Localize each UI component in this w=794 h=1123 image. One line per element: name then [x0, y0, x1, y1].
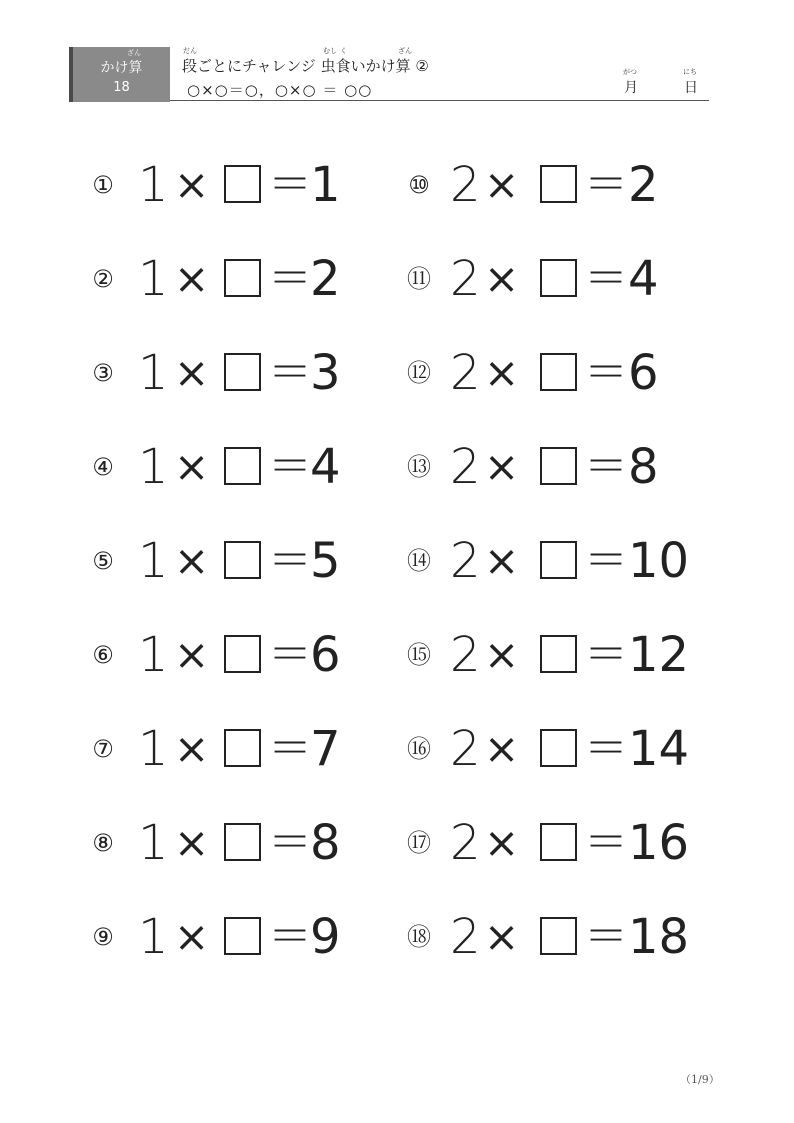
- problem-number: ④: [92, 453, 114, 481]
- multiplicand: 1: [138, 157, 169, 213]
- times-sign: ×: [174, 536, 210, 585]
- multiplicand: 1: [138, 627, 169, 683]
- product-value: 2: [628, 157, 659, 213]
- answer-box[interactable]: [224, 917, 261, 955]
- title-ruby: ざん: [398, 47, 412, 55]
- times-sign: ×: [174, 254, 210, 303]
- multiplicand: 1: [138, 439, 169, 495]
- equals-sign: ＝: [268, 723, 312, 774]
- month-field: [623, 68, 638, 98]
- answer-box[interactable]: [224, 823, 261, 861]
- times-sign: ×: [174, 630, 210, 679]
- answer-box[interactable]: [224, 259, 261, 297]
- multiplicand: 1: [138, 909, 169, 965]
- product-value: 14: [628, 721, 690, 777]
- multiplicand: 2: [450, 439, 481, 495]
- product-value: 4: [628, 251, 659, 307]
- answer-box[interactable]: [224, 165, 261, 203]
- product-value: 3: [310, 345, 341, 401]
- problem-item: [404, 719, 704, 779]
- times-sign: ×: [484, 818, 520, 867]
- problem-item: [404, 343, 704, 403]
- problem-item: [404, 437, 704, 497]
- title-ruby: むし: [323, 47, 337, 55]
- problem-item: [404, 531, 704, 591]
- product-value: 2: [310, 251, 341, 307]
- answer-box[interactable]: [540, 541, 577, 579]
- multiplicand: 2: [450, 815, 481, 871]
- multiplicand: 1: [138, 533, 169, 589]
- equals-sign: ＝: [268, 535, 312, 586]
- answer-box[interactable]: [224, 447, 261, 485]
- equals-sign: ＝: [584, 347, 628, 398]
- product-value: 16: [628, 815, 690, 871]
- product-value: 8: [310, 815, 341, 871]
- problem-item: [88, 719, 388, 779]
- multiplicand: 2: [450, 345, 481, 401]
- times-sign: ×: [174, 348, 210, 397]
- answer-box[interactable]: [540, 259, 577, 297]
- problem-item: [88, 437, 388, 497]
- day-ruby: にち: [683, 68, 697, 76]
- product-value: 12: [628, 627, 690, 683]
- times-sign: ×: [174, 912, 210, 961]
- product-value: 7: [310, 721, 341, 777]
- times-sign: ×: [174, 818, 210, 867]
- multiplicand: 1: [138, 345, 169, 401]
- product-value: 6: [310, 627, 341, 683]
- product-value: 6: [628, 345, 659, 401]
- multiplicand: 1: [138, 251, 169, 307]
- equals-sign: ＝: [268, 629, 312, 680]
- worksheet-tab: [69, 47, 170, 102]
- answer-box[interactable]: [540, 165, 577, 203]
- problem-number: ⑩: [408, 171, 430, 199]
- answer-box[interactable]: [540, 823, 577, 861]
- worksheet-title-block: [182, 48, 482, 78]
- problem-number: ⑨: [92, 923, 114, 951]
- equals-sign: ＝: [268, 441, 312, 492]
- times-sign: ×: [484, 630, 520, 679]
- problem-number: ⑫: [407, 359, 431, 387]
- times-sign: ×: [484, 348, 520, 397]
- problem-item: [88, 343, 388, 403]
- problem-number: ⑦: [92, 735, 114, 763]
- problem-number: ①: [92, 171, 114, 199]
- problem-item: [88, 155, 388, 215]
- problem-number: ②: [92, 265, 114, 293]
- equals-sign: ＝: [584, 911, 628, 962]
- month-label: 月: [624, 80, 638, 96]
- answer-box[interactable]: [540, 353, 577, 391]
- times-sign: ×: [484, 536, 520, 585]
- product-value: 4: [310, 439, 341, 495]
- problem-item: [404, 155, 704, 215]
- title-ruby: く: [340, 47, 347, 55]
- day-label: 日: [684, 80, 698, 96]
- problem-number: ⑯: [407, 735, 431, 763]
- answer-box[interactable]: [540, 447, 577, 485]
- problem-number: ⑪: [407, 265, 431, 293]
- times-sign: ×: [174, 442, 210, 491]
- problem-number: ⑰: [407, 829, 431, 857]
- multiplicand: 1: [138, 721, 169, 777]
- problem-number: ⑥: [92, 641, 114, 669]
- problem-number: ⑭: [407, 547, 431, 575]
- sheet-number: 18: [113, 80, 130, 95]
- multiplicand: 2: [450, 721, 481, 777]
- equals-sign: ＝: [584, 629, 628, 680]
- times-sign: ×: [484, 160, 520, 209]
- product-value: 1: [310, 157, 341, 213]
- answer-box[interactable]: [224, 353, 261, 391]
- problem-number: ⑤: [92, 547, 114, 575]
- multiplicand: 1: [138, 815, 169, 871]
- month-ruby: がつ: [623, 68, 637, 76]
- times-sign: ×: [484, 442, 520, 491]
- answer-box[interactable]: [540, 635, 577, 673]
- multiplicand: 2: [450, 627, 481, 683]
- equals-sign: ＝: [584, 253, 628, 304]
- problem-item: [88, 249, 388, 309]
- day-field: [683, 68, 698, 98]
- equals-sign: ＝: [584, 817, 628, 868]
- answer-box[interactable]: [540, 917, 577, 955]
- problem-number: ⑬: [407, 453, 431, 481]
- equals-sign: ＝: [268, 911, 312, 962]
- answer-box[interactable]: [224, 729, 261, 767]
- multiplicand: 2: [450, 909, 481, 965]
- subject-ruby: ざん: [127, 49, 141, 57]
- multiplicand: 2: [450, 157, 481, 213]
- equals-sign: ＝: [584, 159, 628, 210]
- equals-sign: ＝: [268, 817, 312, 868]
- problem-number: ⑮: [407, 641, 431, 669]
- product-value: 5: [310, 533, 341, 589]
- times-sign: ×: [174, 160, 210, 209]
- problem-item: [404, 813, 704, 873]
- product-value: 9: [310, 909, 341, 965]
- problem-item: [404, 907, 704, 967]
- problem-item: [404, 625, 704, 685]
- answer-box[interactable]: [224, 635, 261, 673]
- answer-box[interactable]: [540, 729, 577, 767]
- header-divider: [170, 100, 709, 101]
- equals-sign: ＝: [268, 253, 312, 304]
- worksheet-title: 段ごとにチャレンジ 虫食いかけ算 ②: [182, 57, 429, 75]
- multiplicand: 2: [450, 251, 481, 307]
- title-ruby: だん: [183, 47, 197, 55]
- times-sign: ×: [484, 724, 520, 773]
- equals-sign: ＝: [268, 347, 312, 398]
- equals-sign: ＝: [584, 535, 628, 586]
- problem-item: [88, 907, 388, 967]
- times-sign: ×: [174, 724, 210, 773]
- answer-box[interactable]: [224, 541, 261, 579]
- times-sign: ×: [484, 912, 520, 961]
- multiplicand: 2: [450, 533, 481, 589]
- problem-item: [404, 249, 704, 309]
- problem-item: [88, 813, 388, 873]
- times-sign: ×: [484, 254, 520, 303]
- subject-label: かけ算: [100, 60, 143, 76]
- equals-sign: ＝: [584, 723, 628, 774]
- problem-item: [88, 531, 388, 591]
- product-value: 10: [628, 533, 690, 589]
- problem-number: ⑱: [407, 923, 431, 951]
- product-value: 8: [628, 439, 659, 495]
- equals-sign: ＝: [268, 159, 312, 210]
- problem-number: ③: [92, 359, 114, 387]
- equals-sign: ＝: [584, 441, 628, 492]
- problem-item: [88, 625, 388, 685]
- product-value: 18: [628, 909, 690, 965]
- problem-number: ⑧: [92, 829, 114, 857]
- problem-pattern: ○×○＝○，○×○ ＝ ○○: [187, 81, 373, 99]
- page-number: （1/9）: [680, 1073, 720, 1086]
